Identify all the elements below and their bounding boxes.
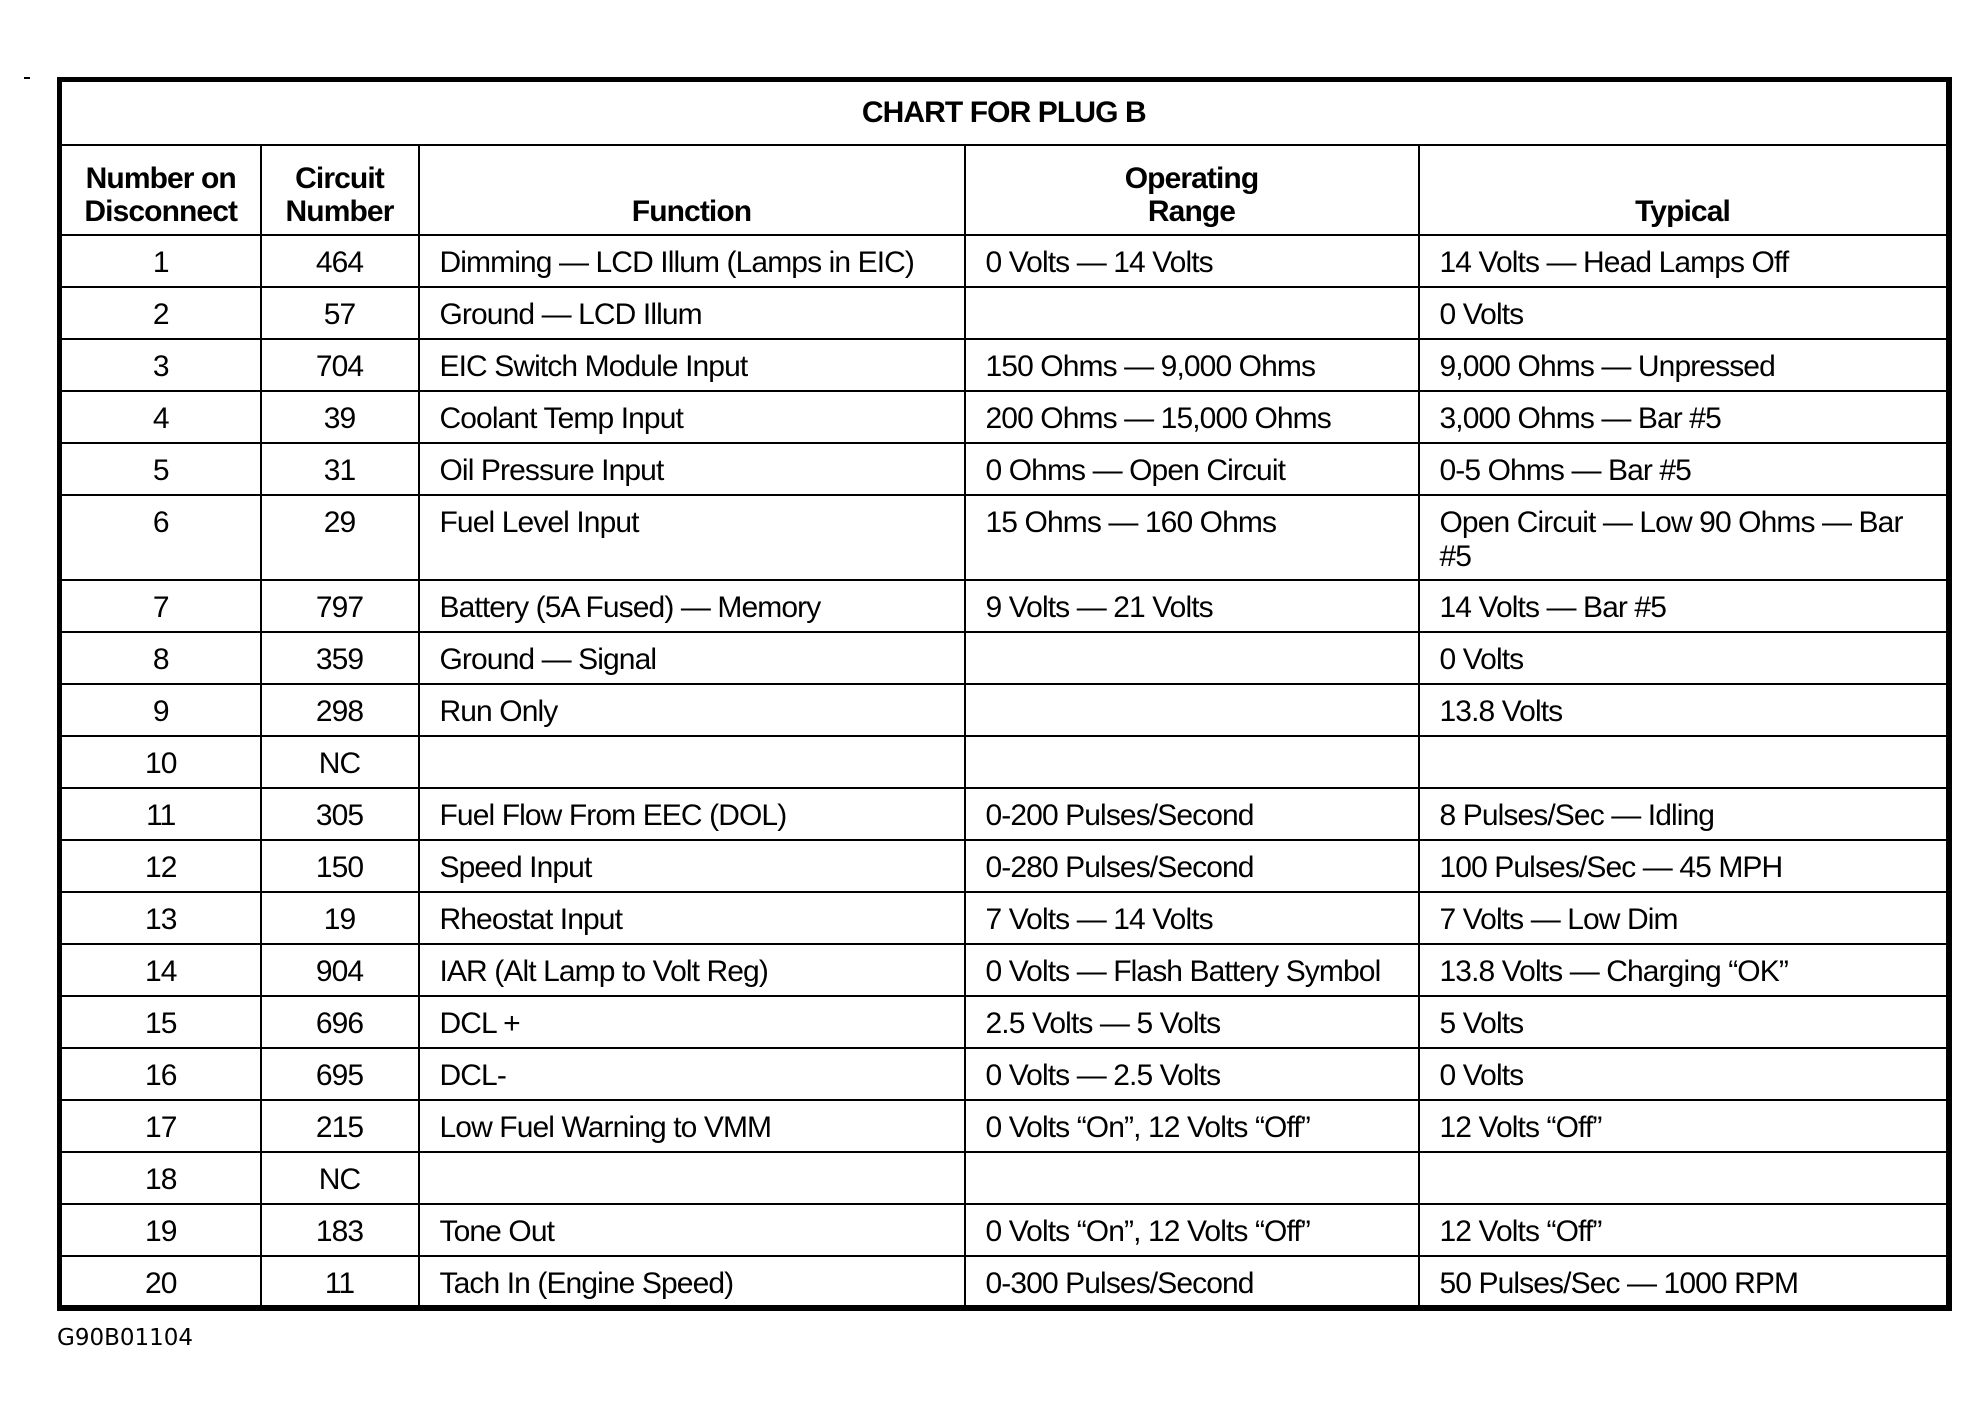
cell-typical: 5 Volts bbox=[1419, 996, 1949, 1048]
table-row bbox=[60, 1204, 1949, 1256]
table-row bbox=[60, 1100, 1949, 1152]
cell-circuit-number: 183 bbox=[261, 1204, 419, 1256]
table-row bbox=[60, 495, 1949, 580]
cell-typical bbox=[1419, 1152, 1949, 1204]
cell-typical: 100 Pulses/Sec — 45 MPH bbox=[1419, 840, 1949, 892]
cell-circuit-number: 359 bbox=[261, 632, 419, 684]
header-line: Disconnect bbox=[84, 194, 238, 228]
cell-circuit-number: 797 bbox=[261, 580, 419, 632]
cell-function: Fuel Flow From EEC (DOL) bbox=[419, 788, 965, 840]
cell-typical: 13.8 Volts bbox=[1419, 684, 1949, 736]
cell-function: Ground — Signal bbox=[419, 632, 965, 684]
table-row bbox=[60, 443, 1949, 495]
cell-typical: 13.8 Volts — Charging “OK” bbox=[1419, 944, 1949, 996]
cell-circuit-number: 39 bbox=[261, 391, 419, 443]
table-row bbox=[60, 684, 1949, 736]
cell-number-on-disconnect: 10 bbox=[60, 736, 261, 788]
cell-typical: 0-5 Ohms — Bar #5 bbox=[1419, 443, 1949, 495]
cell-operating-range: 7 Volts — 14 Volts bbox=[965, 892, 1419, 944]
cell-circuit-number: 904 bbox=[261, 944, 419, 996]
header-line: Number bbox=[285, 194, 394, 228]
cell-number-on-disconnect: 6 bbox=[60, 495, 261, 580]
cell-circuit-number: NC bbox=[261, 736, 419, 788]
cell-function bbox=[419, 1152, 965, 1204]
cell-operating-range: 150 Ohms — 9,000 Ohms bbox=[965, 339, 1419, 391]
cell-operating-range: 0 Volts “On”, 12 Volts “Off” bbox=[965, 1204, 1419, 1256]
table-row bbox=[60, 235, 1949, 287]
cell-number-on-disconnect: 16 bbox=[60, 1048, 261, 1100]
header-line: Range bbox=[1147, 194, 1236, 228]
header-line: Number on bbox=[85, 162, 236, 196]
cell-operating-range: 0 Ohms — Open Circuit bbox=[965, 443, 1419, 495]
cell-operating-range bbox=[965, 736, 1419, 788]
cell-function: Battery (5A Fused) — Memory bbox=[419, 580, 965, 632]
table-row bbox=[60, 1048, 1949, 1100]
cell-function: Run Only bbox=[419, 684, 965, 736]
cell-operating-range bbox=[965, 632, 1419, 684]
cell-operating-range: 200 Ohms — 15,000 Ohms bbox=[965, 391, 1419, 443]
cell-typical: 12 Volts “Off” bbox=[1419, 1204, 1949, 1256]
cell-number-on-disconnect: 5 bbox=[60, 443, 261, 495]
cell-number-on-disconnect: 18 bbox=[60, 1152, 261, 1204]
cell-function: IAR (Alt Lamp to Volt Reg) bbox=[419, 944, 965, 996]
cell-number-on-disconnect: 1 bbox=[60, 235, 261, 287]
cell-circuit-number: 57 bbox=[261, 287, 419, 339]
cell-operating-range: 0-200 Pulses/Second bbox=[965, 788, 1419, 840]
column-header-typical bbox=[1419, 145, 1949, 235]
cell-typical: 8 Pulses/Sec — Idling bbox=[1419, 788, 1949, 840]
cell-operating-range bbox=[965, 1152, 1419, 1204]
cell-number-on-disconnect: 9 bbox=[60, 684, 261, 736]
cell-number-on-disconnect: 15 bbox=[60, 996, 261, 1048]
cell-circuit-number: 31 bbox=[261, 443, 419, 495]
cell-typical bbox=[1419, 736, 1949, 788]
cell-operating-range: 2.5 Volts — 5 Volts bbox=[965, 996, 1419, 1048]
cell-circuit-number: 305 bbox=[261, 788, 419, 840]
cell-circuit-number: 464 bbox=[261, 235, 419, 287]
cell-number-on-disconnect: 4 bbox=[60, 391, 261, 443]
cell-typical: Open Circuit — Low 90 Ohms — Bar #5 bbox=[1419, 495, 1949, 580]
cell-circuit-number: 19 bbox=[261, 892, 419, 944]
cell-operating-range: 15 Ohms — 160 Ohms bbox=[965, 495, 1419, 580]
table-title-row bbox=[60, 80, 1949, 146]
cell-number-on-disconnect: 3 bbox=[60, 339, 261, 391]
column-header-operating-range bbox=[965, 145, 1419, 235]
header-line: Function bbox=[631, 194, 752, 228]
cell-number-on-disconnect: 14 bbox=[60, 944, 261, 996]
cell-number-on-disconnect: 12 bbox=[60, 840, 261, 892]
table-row bbox=[60, 996, 1949, 1048]
table-row bbox=[60, 1256, 1949, 1308]
cell-operating-range: 0 Volts — 2.5 Volts bbox=[965, 1048, 1419, 1100]
table-row bbox=[60, 339, 1949, 391]
cell-function: Fuel Level Input bbox=[419, 495, 965, 580]
table-row bbox=[60, 788, 1949, 840]
cell-circuit-number: 29 bbox=[261, 495, 419, 580]
cell-function: DCL- bbox=[419, 1048, 965, 1100]
table-row bbox=[60, 840, 1949, 892]
cell-function bbox=[419, 736, 965, 788]
cell-operating-range bbox=[965, 684, 1419, 736]
cell-typical: 0 Volts bbox=[1419, 632, 1949, 684]
cell-circuit-number: NC bbox=[261, 1152, 419, 1204]
cell-circuit-number: 298 bbox=[261, 684, 419, 736]
cell-number-on-disconnect: 11 bbox=[60, 788, 261, 840]
table-row bbox=[60, 944, 1949, 996]
cell-operating-range: 0 Volts — Flash Battery Symbol bbox=[965, 944, 1419, 996]
header-line: Circuit bbox=[295, 162, 384, 196]
cell-typical: 0 Volts bbox=[1419, 287, 1949, 339]
cell-number-on-disconnect: 2 bbox=[60, 287, 261, 339]
cell-function: Ground — LCD Illum bbox=[419, 287, 965, 339]
table-row bbox=[60, 580, 1949, 632]
cell-typical: 7 Volts — Low Dim bbox=[1419, 892, 1949, 944]
cell-circuit-number: 704 bbox=[261, 339, 419, 391]
cell-number-on-disconnect: 7 bbox=[60, 580, 261, 632]
table-header-row bbox=[60, 145, 1949, 235]
cell-function: Oil Pressure Input bbox=[419, 443, 965, 495]
plug-b-chart-table bbox=[57, 77, 1952, 1311]
column-header-number-on-disconnect bbox=[60, 145, 261, 235]
table-row bbox=[60, 632, 1949, 684]
table-row bbox=[60, 1152, 1949, 1204]
cell-function: Rheostat Input bbox=[419, 892, 965, 944]
cell-typical: 12 Volts “Off” bbox=[1419, 1100, 1949, 1152]
cell-typical: 0 Volts bbox=[1419, 1048, 1949, 1100]
cell-operating-range: 0-280 Pulses/Second bbox=[965, 840, 1419, 892]
cell-function: Coolant Temp Input bbox=[419, 391, 965, 443]
cell-operating-range: 0-300 Pulses/Second bbox=[965, 1256, 1419, 1308]
cell-number-on-disconnect: 13 bbox=[60, 892, 261, 944]
cell-circuit-number: 696 bbox=[261, 996, 419, 1048]
table-row bbox=[60, 736, 1949, 788]
cell-circuit-number: 11 bbox=[261, 1256, 419, 1308]
cell-function: Tone Out bbox=[419, 1204, 965, 1256]
cell-function: Speed Input bbox=[419, 840, 965, 892]
cell-function: EIC Switch Module Input bbox=[419, 339, 965, 391]
cell-typical: 14 Volts — Head Lamps Off bbox=[1419, 235, 1949, 287]
cell-operating-range: 0 Volts — 14 Volts bbox=[965, 235, 1419, 287]
cell-operating-range: 9 Volts — 21 Volts bbox=[965, 580, 1419, 632]
cell-function: Low Fuel Warning to VMM bbox=[419, 1100, 965, 1152]
cell-typical: 9,000 Ohms — Unpressed bbox=[1419, 339, 1949, 391]
cell-circuit-number: 215 bbox=[261, 1100, 419, 1152]
column-header-function bbox=[419, 145, 965, 235]
cell-typical: 3,000 Ohms — Bar #5 bbox=[1419, 391, 1949, 443]
header-line: Typical bbox=[1635, 194, 1730, 228]
cell-typical: 14 Volts — Bar #5 bbox=[1419, 580, 1949, 632]
cell-function: Tach In (Engine Speed) bbox=[419, 1256, 965, 1308]
table-row bbox=[60, 287, 1949, 339]
table-row bbox=[60, 892, 1949, 944]
cell-typical: 50 Pulses/Sec — 1000 RPM bbox=[1419, 1256, 1949, 1308]
figure-code: G90B01104 bbox=[57, 1325, 194, 1351]
cell-circuit-number: 150 bbox=[261, 840, 419, 892]
cell-number-on-disconnect: 19 bbox=[60, 1204, 261, 1256]
chart-title: CHART FOR PLUG B bbox=[60, 80, 1949, 146]
cell-number-on-disconnect: 20 bbox=[60, 1256, 261, 1308]
cell-number-on-disconnect: 17 bbox=[60, 1100, 261, 1152]
cell-function: Dimming — LCD Illum (Lamps in EIC) bbox=[419, 235, 965, 287]
corner-tick-mark bbox=[24, 77, 30, 79]
cell-circuit-number: 695 bbox=[261, 1048, 419, 1100]
table-row bbox=[60, 391, 1949, 443]
header-line: Operating bbox=[1124, 162, 1259, 196]
cell-number-on-disconnect: 8 bbox=[60, 632, 261, 684]
cell-function: DCL + bbox=[419, 996, 965, 1048]
column-header-circuit-number bbox=[261, 145, 419, 235]
cell-operating-range: 0 Volts “On”, 12 Volts “Off” bbox=[965, 1100, 1419, 1152]
cell-operating-range bbox=[965, 287, 1419, 339]
